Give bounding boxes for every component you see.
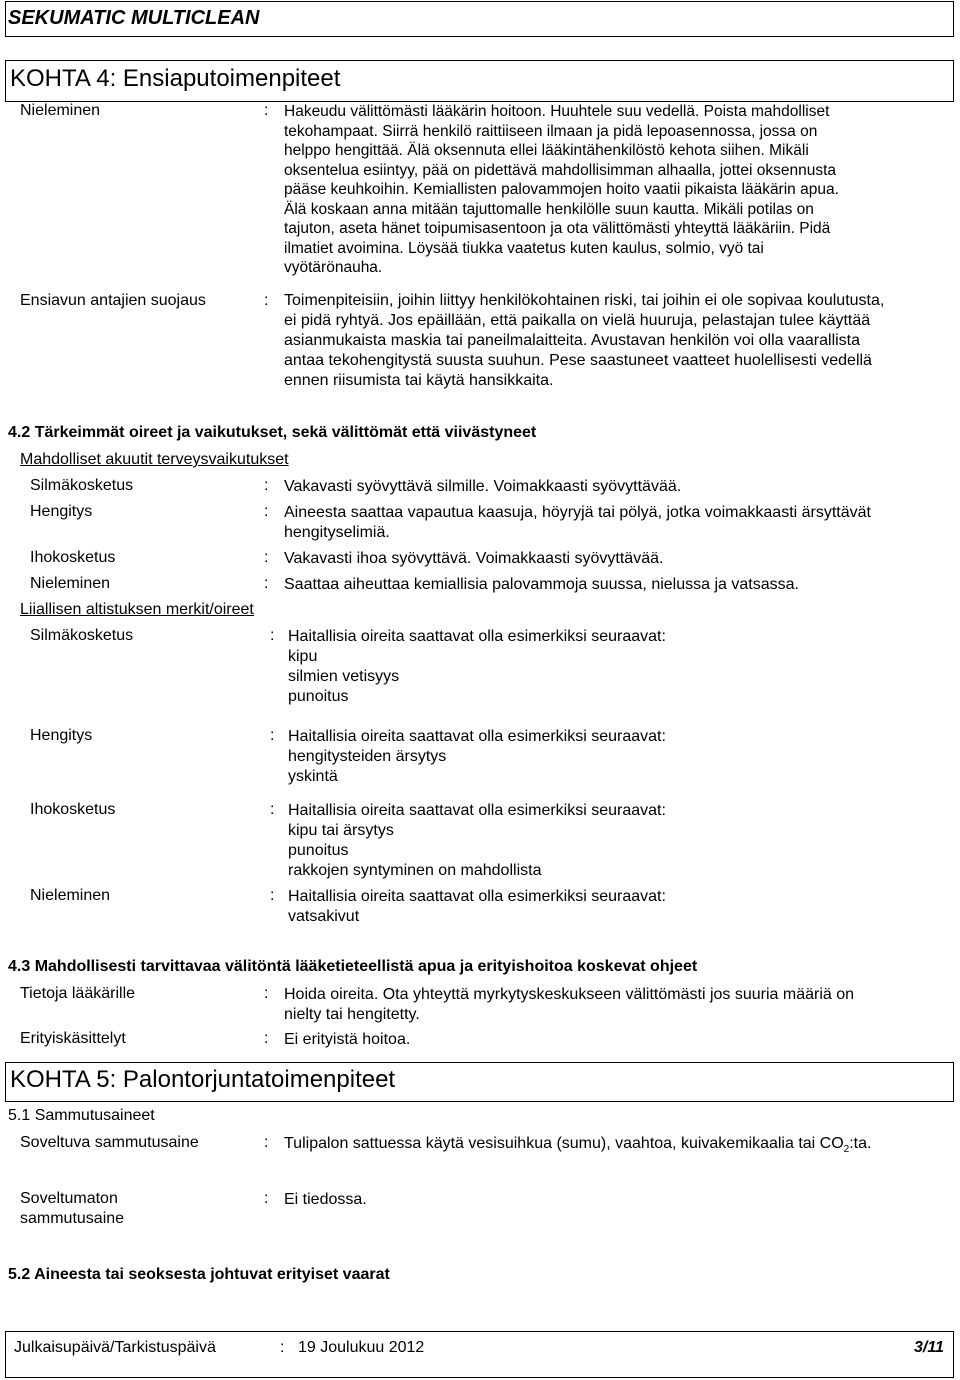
soveltumaton-text: Ei tiedossa. xyxy=(284,1191,367,1208)
section5-title: KOHTA 5: Palontorjuntatoimenpiteet xyxy=(10,1066,396,1093)
text-line: kipu xyxy=(288,648,318,665)
text-line: Hakeudu välittömästi lääkärin hoitoon. Huuhtele suu vedellä. Poista mahdolliset xyxy=(284,103,830,120)
exposure-text-ihokosketus xyxy=(288,801,666,881)
product-name: SEKUMATIC MULTICLEAN xyxy=(8,7,260,29)
text-line: kipu tai ärsytys xyxy=(288,822,394,839)
colon: : xyxy=(264,549,269,566)
nieleminen-label: Nieleminen xyxy=(20,102,101,119)
exposure-text-nieleminen xyxy=(288,887,666,927)
s42-title: 4.2 Tärkeimmät oireet ja vaikutukset, sekä välittömät että viivästyneet xyxy=(8,424,537,441)
exposure-text-hengitys xyxy=(288,727,666,787)
s51-title: 5.1 Sammutusaineet xyxy=(8,1107,155,1124)
text-line: Älä koskaan anna mitään tajuttomalle henkilölle suun kautta. Mikäli potilas on xyxy=(284,200,814,218)
exposure-label-ihokosketus: Ihokosketus xyxy=(30,801,116,818)
colon: : xyxy=(270,727,275,744)
text-line: antaa tekohengitystä suusta suuhun. Pese saastuneet vaatteet huolellisesti vedellä xyxy=(284,352,872,369)
soveltuva-text xyxy=(284,1134,871,1160)
tietoja-label: Tietoja lääkärille xyxy=(20,985,136,1002)
colon: : xyxy=(264,292,269,309)
footer-date: 19 Joulukuu 2012 xyxy=(298,1339,425,1356)
text-line: punoitus xyxy=(288,688,349,705)
colon: : xyxy=(264,503,269,520)
text-line: ennen riisumista tai käytä hansikkaita. xyxy=(284,372,554,389)
acute-text-hengitys xyxy=(284,503,871,543)
soveltuva-subscript: 2 xyxy=(843,1144,850,1156)
acute-text-silmakosketus xyxy=(284,477,681,497)
text-line: punoitus xyxy=(288,842,349,859)
exposure-label-nieleminen: Nieleminen xyxy=(30,887,111,904)
text-line: Ei erityistä hoitoa. xyxy=(284,1031,411,1048)
text-line: tajuton, aseta hänet toipumisasentoon ja ota välittömästi yhteyttä lääkäriin. Pidä xyxy=(284,220,831,237)
soveltuva-label: Soveltuva sammutusaine xyxy=(20,1134,199,1151)
soveltumaton-label-line2: sammutusaine xyxy=(20,1210,125,1227)
colon: : xyxy=(270,801,275,818)
erityiskasittelyt-label: Erityiskäsittelyt xyxy=(20,1030,126,1047)
soveltuva-main: Tulipalon sattuessa käytä vesisuihkua (sumu), vaahtoa, kuivakemikaalia tai CO xyxy=(284,1135,844,1152)
footer-label: Julkaisupäivä/Tarkistuspäivä xyxy=(14,1339,216,1356)
text-line: ilmatiet avoimina. Löysää tiukka vaatetus kuten kaulus, solmio, vyö tai xyxy=(284,239,764,257)
text-line: Vakavasti syövyttävä silmille. Voimakkaasti syövyttävää. xyxy=(284,478,682,495)
text-line: Hoida oireita. Ota yhteyttä myrkytyskeskukseen välittömästi jos suuria määriä on xyxy=(284,986,855,1003)
text-line: vatsakivut xyxy=(288,908,360,925)
exposure-label-hengitys: Hengitys xyxy=(30,727,93,744)
footer-page: 3/11 xyxy=(914,1339,944,1356)
acute-label-nieleminen: Nieleminen xyxy=(30,575,111,592)
text-line: Haitallisia oireita saattavat olla esimerkiksi seuraavat: xyxy=(288,728,666,745)
text-line: silmien vetisyys xyxy=(288,668,400,685)
acute-label-ihokosketus: Ihokosketus xyxy=(30,549,116,566)
colon: : xyxy=(280,1339,285,1356)
colon: : xyxy=(264,1134,269,1151)
text-line: yskintä xyxy=(288,768,338,785)
text-line: Haitallisia oireita saattavat olla esimerkiksi seuraavat: xyxy=(288,888,666,905)
exposure-text-silmakosketus xyxy=(288,627,666,707)
text-line: Haitallisia oireita saattavat olla esimerkiksi seuraavat: xyxy=(288,628,666,645)
text-line: Vakavasti ihoa syövyttävä. Voimakkaasti syövyttävää. xyxy=(284,550,664,567)
text-line: oksentelua esiintyy, pää on pidettävä mahdollisimman alhaalla, jottei oksennusta xyxy=(284,161,837,179)
exposure-heading: Liiallisen altistuksen merkit/oireet xyxy=(20,601,254,618)
colon: : xyxy=(270,627,275,644)
acute-text-ihokosketus xyxy=(284,549,663,569)
text-line: hengitysteiden ärsytys xyxy=(288,748,447,765)
text-line: Saattaa aiheuttaa kemiallisia palovammoja suussa, nielussa ja vatsassa. xyxy=(284,576,799,593)
s52-title: 5.2 Aineesta tai seoksesta johtuvat erityiset vaarat xyxy=(8,1266,390,1283)
text-line: rakkojen syntyminen on mahdollista xyxy=(288,862,542,879)
text-line: asianmukaista maskia tai paneilmalaitteita. Avustavan henkilön voi olla vaarallista xyxy=(284,332,861,349)
text-line: vyötärönauha. xyxy=(284,259,383,276)
text-line: Aineesta saattaa vapautua kaasuja, höyryjä tai pölyä, jotka voimakkaasti ärsyttävät xyxy=(284,504,871,521)
colon: : xyxy=(264,477,269,494)
s43-title: 4.3 Mahdollisesti tarvittavaa välitöntä lääketieteellistä apua ja erityishoitoa koskevat ohjeet xyxy=(8,958,698,975)
text-line: Haitallisia oireita saattavat olla esimerkiksi seuraavat: xyxy=(288,802,666,819)
colon: : xyxy=(264,985,269,1002)
exposure-label-silmakosketus: Silmäkosketus xyxy=(30,627,134,644)
text-line: pääse keuhkoihin. Kemiallisten palovammojen hoito vaatii pikaista lääkärin apua. xyxy=(284,181,839,198)
soveltumaton-label-line1: Soveltumaton xyxy=(20,1190,118,1207)
text-line: hengityselimiä. xyxy=(284,524,390,541)
acute-label-hengitys: Hengitys xyxy=(30,503,93,520)
text-line: ei pidä ryhtyä. Jos epäillään, että paikalla on vielä huuruja, pelastajan tulee käyttää xyxy=(284,312,871,329)
suojaus-text xyxy=(284,291,884,391)
colon: : xyxy=(264,102,269,119)
acute-label-silmakosketus: Silmäkosketus xyxy=(30,477,134,494)
colon: : xyxy=(264,1190,269,1207)
colon: : xyxy=(264,1030,269,1047)
nieleminen-text xyxy=(284,102,839,278)
soveltuva-tail: :ta. xyxy=(849,1135,872,1152)
colon: : xyxy=(270,887,275,904)
suojaus-label: Ensiavun antajien suojaus xyxy=(20,292,206,309)
section4-title: KOHTA 4: Ensiaputoimenpiteet xyxy=(10,65,341,92)
tietoja-text xyxy=(284,985,854,1025)
acute-heading: Mahdolliset akuutit terveysvaikutukset xyxy=(20,451,289,468)
text-line: Toimenpiteisiin, joihin liittyy henkilökohtainen riski, tai joihin ei ole sopivaa koulutusta, xyxy=(284,292,885,309)
text-line: tekohampaat. Siirrä henkilö raittiiseen ilmaan ja pidä lepoasennossa, jossa on xyxy=(284,122,818,140)
erityiskasittelyt-text xyxy=(284,1030,410,1050)
text-line: nielty tai hengitetty. xyxy=(284,1006,420,1023)
text-line: helppo hengittää. Älä oksennuta ellei lääkintähenkilöstö kehota siihen. Mikäli xyxy=(284,142,809,159)
acute-text-nieleminen xyxy=(284,575,799,595)
colon: : xyxy=(264,575,269,592)
